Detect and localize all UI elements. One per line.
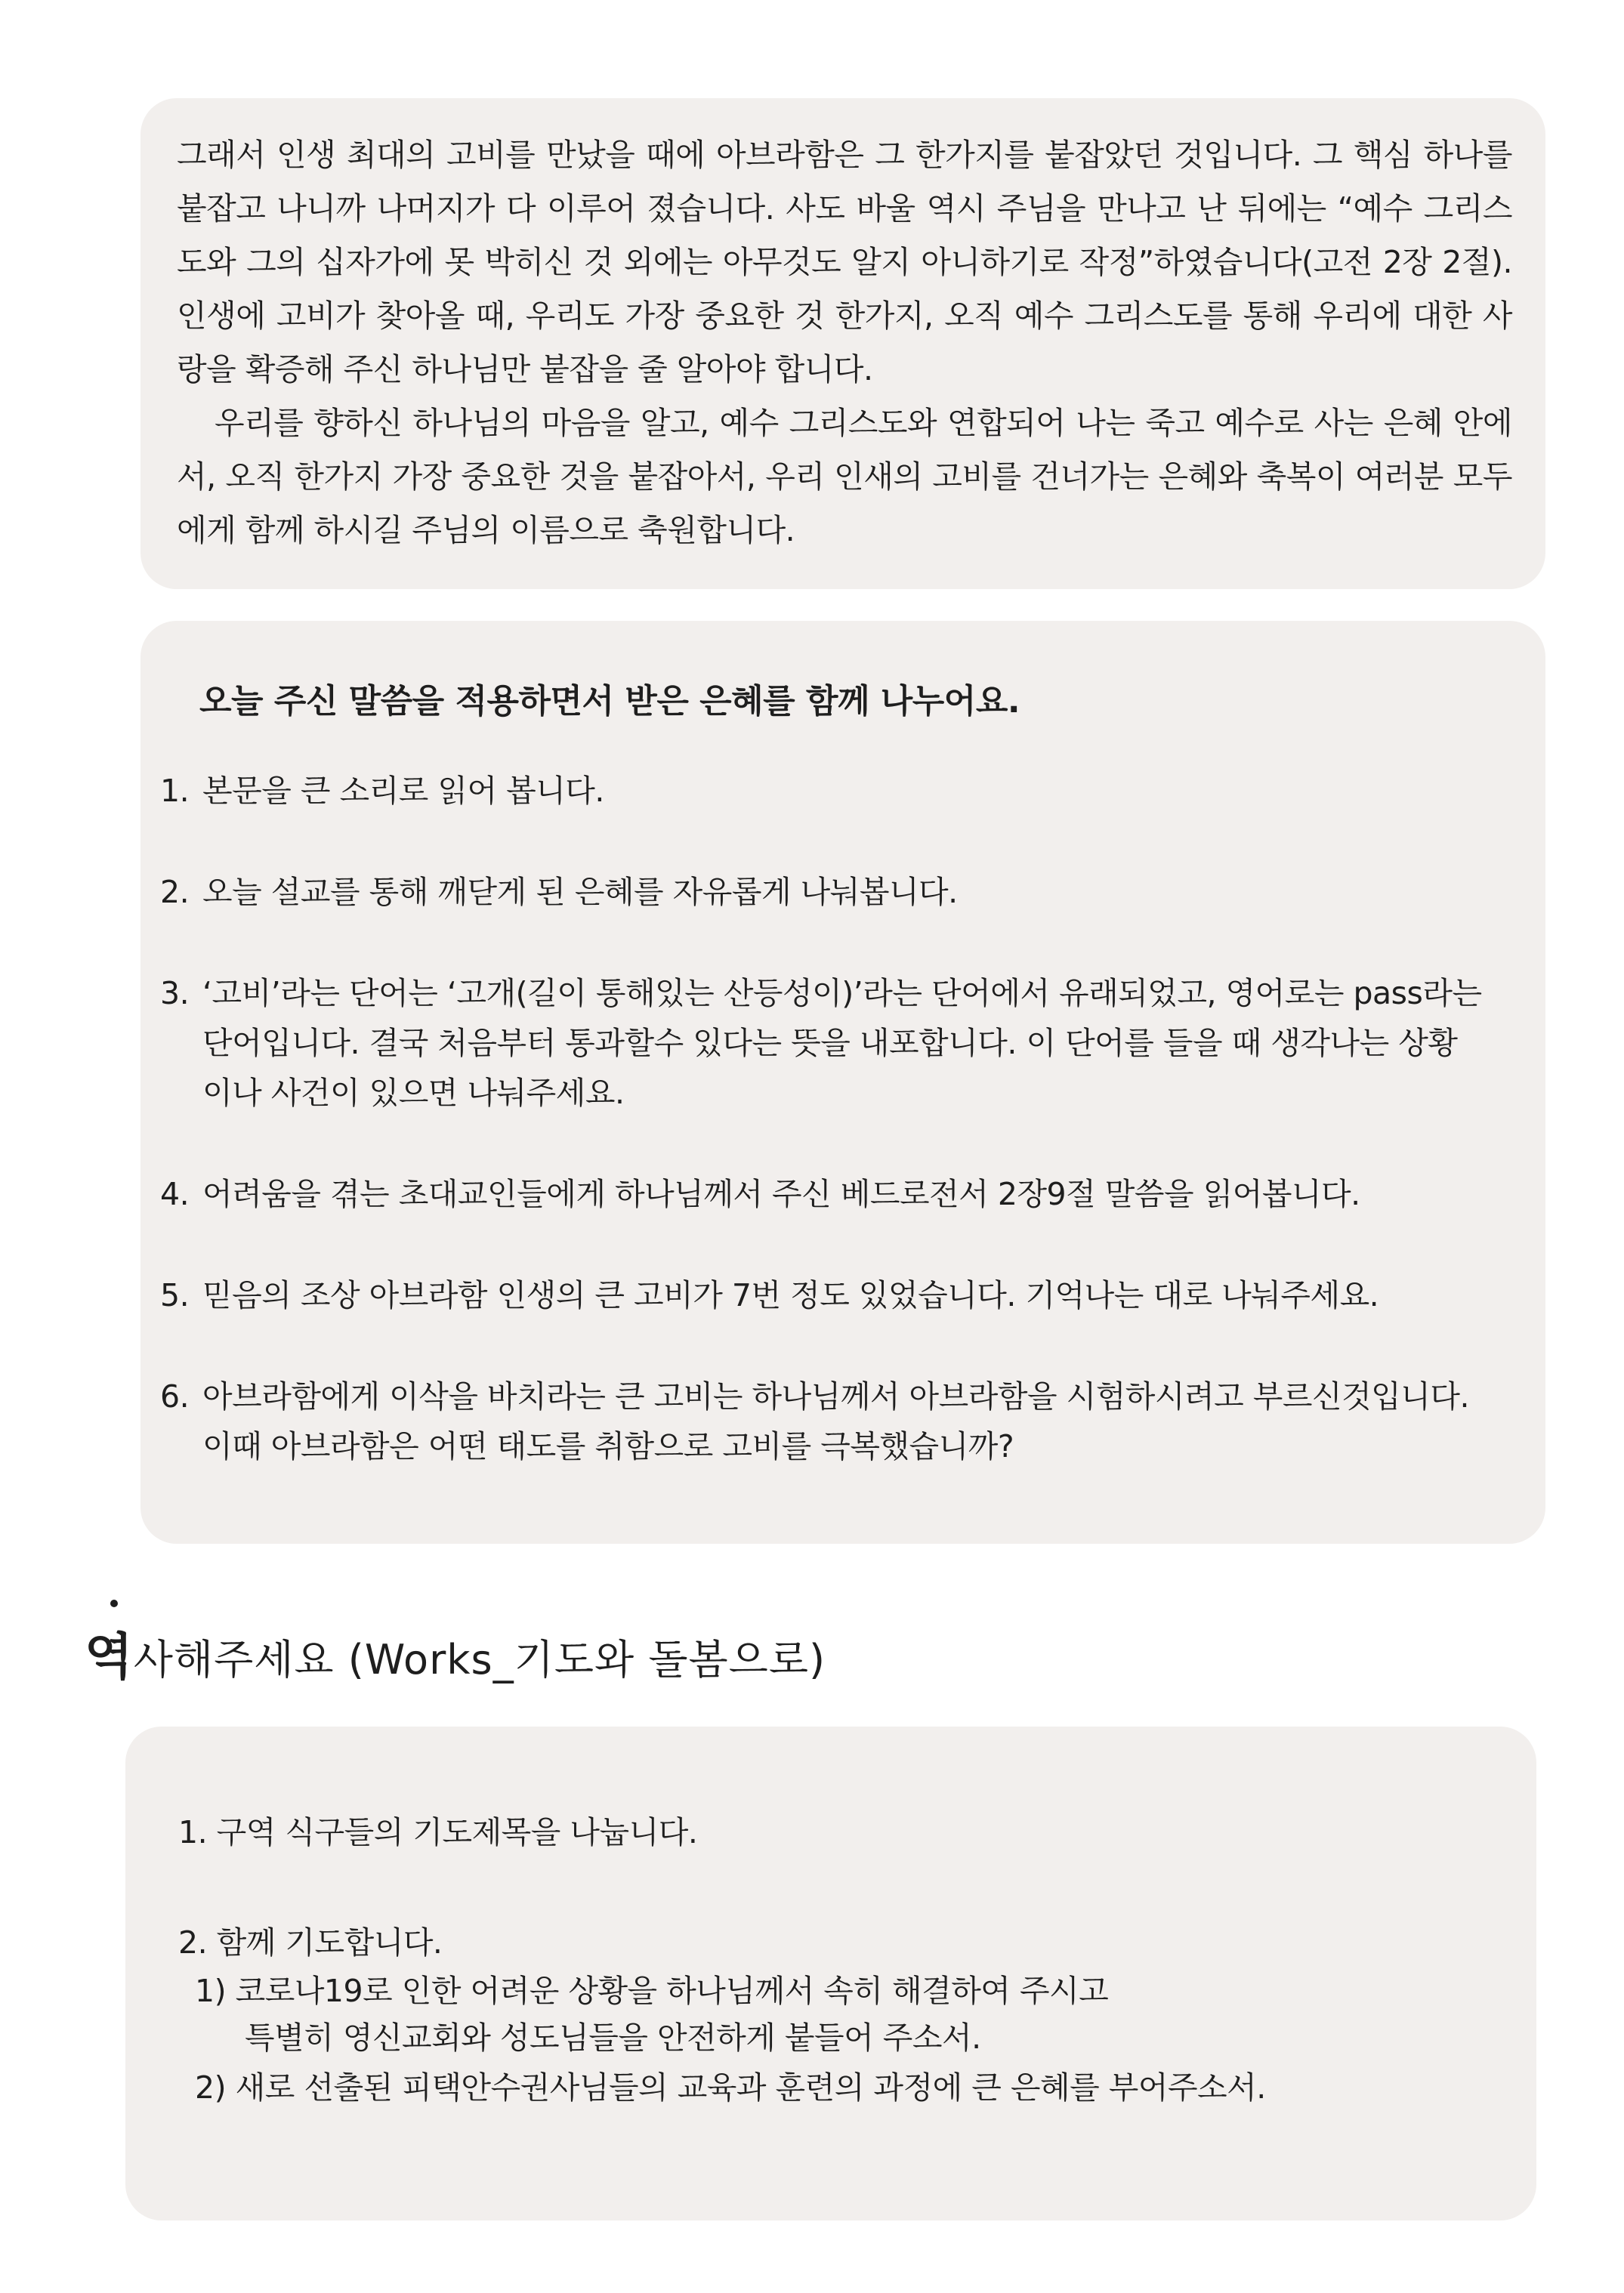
question-text: 아브라함에게 이삭을 바치라는 큰 고비는 하나님께서 아브라함을 시험하시려고 부르신것입니다. — [202, 1378, 1470, 1415]
question-text-line-2: 단어입니다. 결국 처음부터 통과할수 있다는 뜻을 내포합니다. 이 단어를 들을 때 생각나는 상황 — [202, 1025, 1458, 1061]
prayer-subitem-2: 2) 새로 선출된 피택안수권사님들의 교육과 훈련의 과정에 큰 은혜를 부어주소서. — [195, 2069, 1266, 2106]
works-section-title — [85, 1616, 826, 1688]
question-number: 3. — [160, 975, 190, 1011]
question-text: 본문을 큰 소리로 읽어 봅니다. — [202, 773, 604, 809]
works-title-first-char: 역 — [85, 1628, 134, 1686]
question-text: ‘고비’라는 단어는 ‘고개(길이 통해있는 산등성이)’라는 단어에서 유래되었고, 영어로는 pass라는 — [202, 975, 1482, 1011]
sharing-questions-box — [140, 621, 1545, 1544]
sermon-conclusion-box — [140, 98, 1545, 589]
question-item-5 — [160, 1270, 1512, 1320]
question-text-line-2: 이때 아브라함은 어떤 태도를 취함으로 고비를 극복했습니까? — [202, 1428, 1014, 1464]
question-number: 6. — [160, 1378, 190, 1415]
question-text-line-3: 이나 사건이 있으면 나눠주세요. — [202, 1075, 625, 1111]
prayer-subitem-1: 1) 코로나19로 인한 어려운 상황을 하나님께서 속히 해결하여 주시고 — [195, 1973, 1109, 2009]
question-number: 5. — [160, 1277, 190, 1313]
question-item-3 — [160, 968, 1512, 1118]
prayer-box — [125, 1727, 1536, 2220]
question-number: 1. — [160, 773, 190, 809]
question-item-6 — [160, 1372, 1512, 1471]
question-text: 오늘 설교를 통해 깨닫게 된 은혜를 자유롭게 나눠봅니다. — [202, 874, 958, 910]
question-text: 믿음의 조상 아브라함 인생의 큰 고비가 7번 정도 있었습니다. 기억나는 대로 나눠주세요. — [202, 1277, 1379, 1313]
sermon-paragraph-1: 그래서 인생 최대의 고비를 만났을 때에 아브라함은 그 한가지를 붙잡았던 것입니다. 그 핵심 하나를 붙잡고 나니까 나머지가 다 이루어 졌습니다. 사도 바울 역시 주님을 만나고 난 뒤에는 “예수 그리스도와 그의 십자가에 못 박히신 것 외에는 아무것도 알지 아니하기로 작정”하였습니다(고전 2장 2절). 인생에 고비가 찾아올 때, 우리도 가장 중요한 것 한가지, 오직 예수 그리스도를 통해 우리에 대한 사랑을 확증해 주신 하나님만 붙잡을 줄 알아야 합니다. — [177, 137, 1512, 387]
question-item-4 — [160, 1169, 1512, 1219]
prayer-item-2: 2. 함께 기도합니다. — [178, 1924, 443, 1961]
question-item-1 — [160, 766, 1512, 816]
question-text: 어려움을 겪는 초대교인들에게 하나님께서 주신 베드로전서 2장9절 말씀을 읽어봅니다. — [202, 1176, 1360, 1212]
sharing-heading: 오늘 주신 말씀을 적용하면서 받은 은혜를 함께 나누어요. — [199, 682, 1020, 721]
question-number: 4. — [160, 1176, 190, 1212]
prayer-subitem-1-cont: 특별히 영신교회와 성도님들을 안전하게 붙들어 주소서. — [245, 2020, 981, 2056]
question-number: 2. — [160, 874, 190, 910]
sermon-paragraph-2: 우리를 향하신 하나님의 마음을 알고, 예수 그리스도와 연합되어 나는 죽고 예수로 사는 은혜 안에서, 오직 한가지 가장 중요한 것을 붙잡아서, 우리 인새의 고비를 건너가는 은혜와 축복이 여러분 모두에게 함께 하시길 주님의 이름으로 축원합니다. — [177, 405, 1512, 548]
works-title-rest: 사해주세요 (Works_기도와 돌봄으로) — [133, 1636, 826, 1683]
question-item-2 — [160, 867, 1512, 917]
title-dot-mark — [110, 1600, 118, 1607]
prayer-item-1: 1. 구역 식구들의 기도제목을 나눕니다. — [178, 1814, 698, 1850]
